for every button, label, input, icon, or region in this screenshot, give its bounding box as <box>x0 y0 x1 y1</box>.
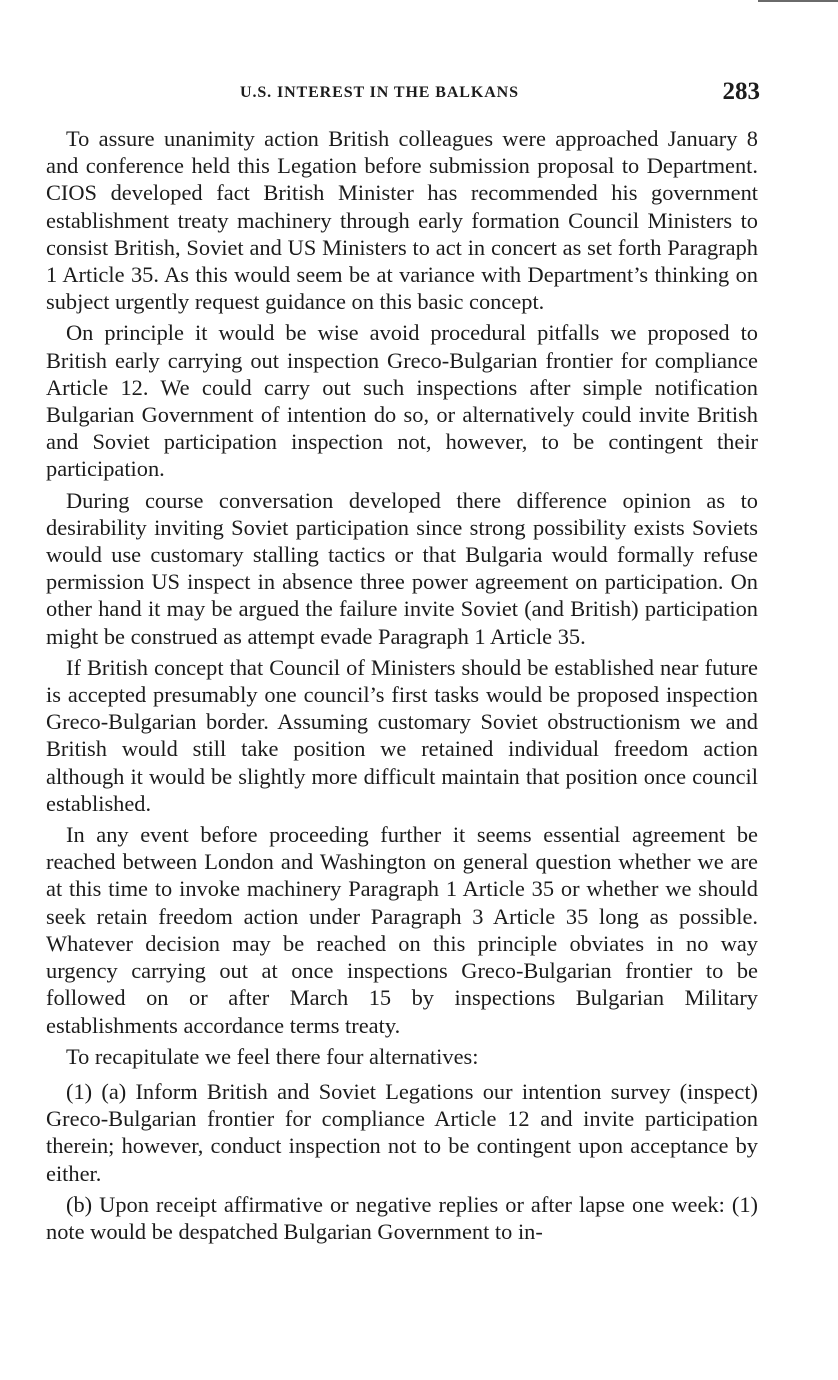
alternative-1b: (b) Upon receipt affirmative or negative replies or after lapse one week: (1) note would be despatched Bulgarian Government to in- <box>46 1191 758 1244</box>
running-head: U.S. INTEREST IN THE BALKANS <box>240 84 519 101</box>
page-number: 283 <box>722 78 760 105</box>
paragraph-2: On principle it would be wise avoid procedural pitfalls we proposed to British early carrying out inspection Greco-Bulgarian frontier for compliance Article 12. We could carry out such inspections after simple notification Bulgarian Government of intention do so, or alternatively could invite British and Soviet participation inspection not, however, to be contingent their participation. <box>46 320 758 482</box>
paragraph-1: To assure unanimity action British colleagues were approached January 8 and conference held this Legation before submission proposal to Department. CIOS developed fact British Minister has recommended his government establishment treaty machinery through early formation Council Ministers to consist British, Soviet and US Ministers to act in concert as set forth Paragraph 1 Article 35. As this would seem be at variance with Department’s thinking on subject urgently request guidance on this basic concept. <box>46 126 758 315</box>
alternative-1a: (1) (a) Inform British and Soviet Legations our intention survey (inspect) Greco-Bulgarian frontier for compliance Article 12 and invite participation therein; however, conduct inspection not to be contingent upon acceptance by either. <box>46 1078 758 1186</box>
paragraph-6: To recapitulate we feel there four alternatives: <box>66 1043 479 1069</box>
paragraph-4: If British concept that Council of Ministers should be established near future is accepted presumably one council’s first tasks would be proposed inspection Greco-Bulgarian border. Assuming customary Soviet obstructionism we and British would still take position we retained individual freedom action although it would be slightly more difficult maintain that position once council established. <box>46 654 758 816</box>
paragraph-5: In any event before proceeding further it seems essential agreement be reached between London and Washington on general question whether we are at this time to invoke machinery Paragraph 1 Article 35 or whether we should seek retain freedom action under Paragraph 3 Article 35 long as possible. Whatever decision may be reached on this principle obviates in no way urgency carrying out at once inspections Greco-Bulgarian frontier to be followed on or after March 15 by inspections Bulgarian Military establishments accordance terms treaty. <box>46 822 758 1038</box>
top-edge-rule <box>758 0 838 2</box>
body-text <box>46 125 758 1249</box>
page-header <box>40 80 762 112</box>
paragraph-3: During course conversation developed there difference opinion as to desirability inviting Soviet participation since strong possibility exists Soviets would use customary stalling tactics or that Bulgaria would formally refuse permission US inspect in absence three power agreement on participation. On other hand it may be argued the failure invite Soviet (and British) participation might be construed as attempt evade Paragraph 1 Article 35. <box>46 487 758 649</box>
